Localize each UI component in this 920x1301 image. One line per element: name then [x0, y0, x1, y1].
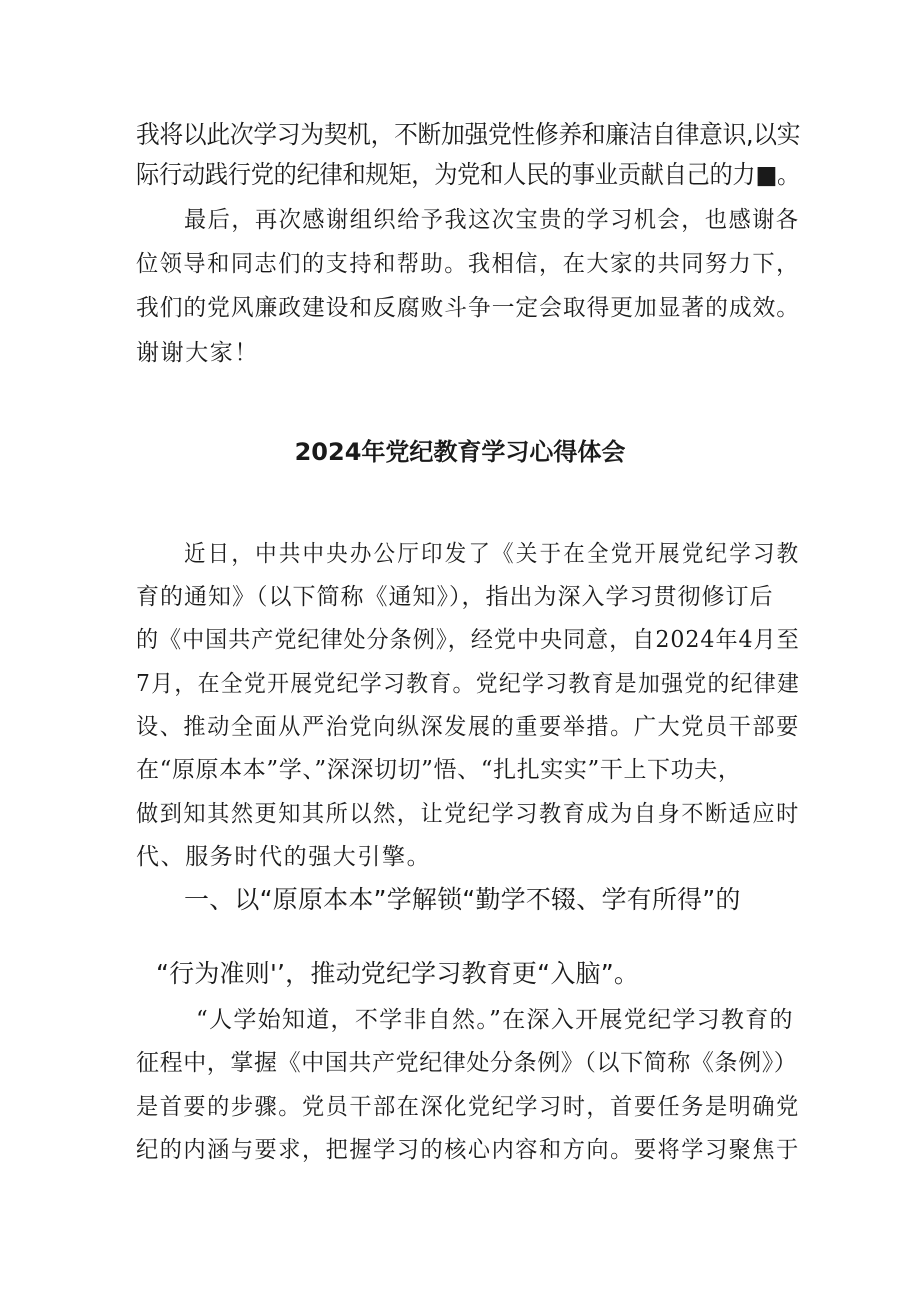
paragraph-line: 际行动践行党的纪律和规矩，为党和人民的事业贡献自己的力■。 [136, 160, 800, 189]
paragraph-line: 近日，中共中央办公厅印发了《关于在全党开展党纪学习教 [184, 541, 801, 567]
paragraph-line: 育的通知》（以下简称《通知》），指出为深入学习贯彻修订后 [136, 584, 774, 610]
paragraph-line: 设、推动全面从严治党向纵深发展的重要举措。广大党员干部要 [136, 714, 800, 740]
paragraph-line: 位领导和同志们的支持和帮助。我相信，在大家的共同努力下， [136, 251, 800, 277]
paragraph-line: 代、服务时代的强大引擎。 [136, 844, 432, 870]
section-heading: “行为准则'’，推动党纪学习教育更“入脑”。 [156, 959, 640, 988]
paragraph-line: 在“原原本本”学、”深深切切”悟、“扎扎实实”干上下功夫， [136, 757, 742, 783]
paragraph-line: 7月，在全党开展党纪学习教育。党纪学习教育是加强党的纪律建 [136, 671, 801, 697]
paragraph-line: 谢谢大家！ [136, 340, 259, 366]
paragraph-line: 是首要的步骤。党员干部在深化党纪学习时，首要任务是明确党 [136, 1094, 800, 1120]
section-heading: 一、以“原原本本”学解锁“勤学不辍、学有所得”的 [184, 885, 741, 914]
paragraph-line: 的《中国共产党纪律处分条例》，经党中央同意，自2024年4月至 [136, 627, 800, 653]
paragraph-line: 纪的内涵与要求，把握学习的核心内容和方向。要将学习聚焦于 [136, 1137, 800, 1163]
paragraph-line: “人学始知道，不学非自然。”在深入开展党纪学习教育的 [196, 1007, 794, 1033]
paragraph-line: 我们的党风廉政建设和反腐败斗争一定会取得更加显著的成效。 [136, 295, 801, 321]
paragraph-line: 做到知其然更知其所以然，让党纪学习教育成为自身不断适应时 [136, 801, 800, 827]
paragraph-line: 我将以此次学习为契机，不断加强党性修养和廉洁自律意识,以实 [136, 120, 801, 149]
article-title: 2024年党纪教育学习心得体会 [294, 438, 626, 466]
paragraph-line: 最后，再次感谢组织给予我这次宝贵的学习机会，也感谢各 [184, 207, 800, 233]
paragraph-line: 征程中，掌握《中国共产党纪律处分条例》（以下简称《条例》） [136, 1050, 798, 1076]
